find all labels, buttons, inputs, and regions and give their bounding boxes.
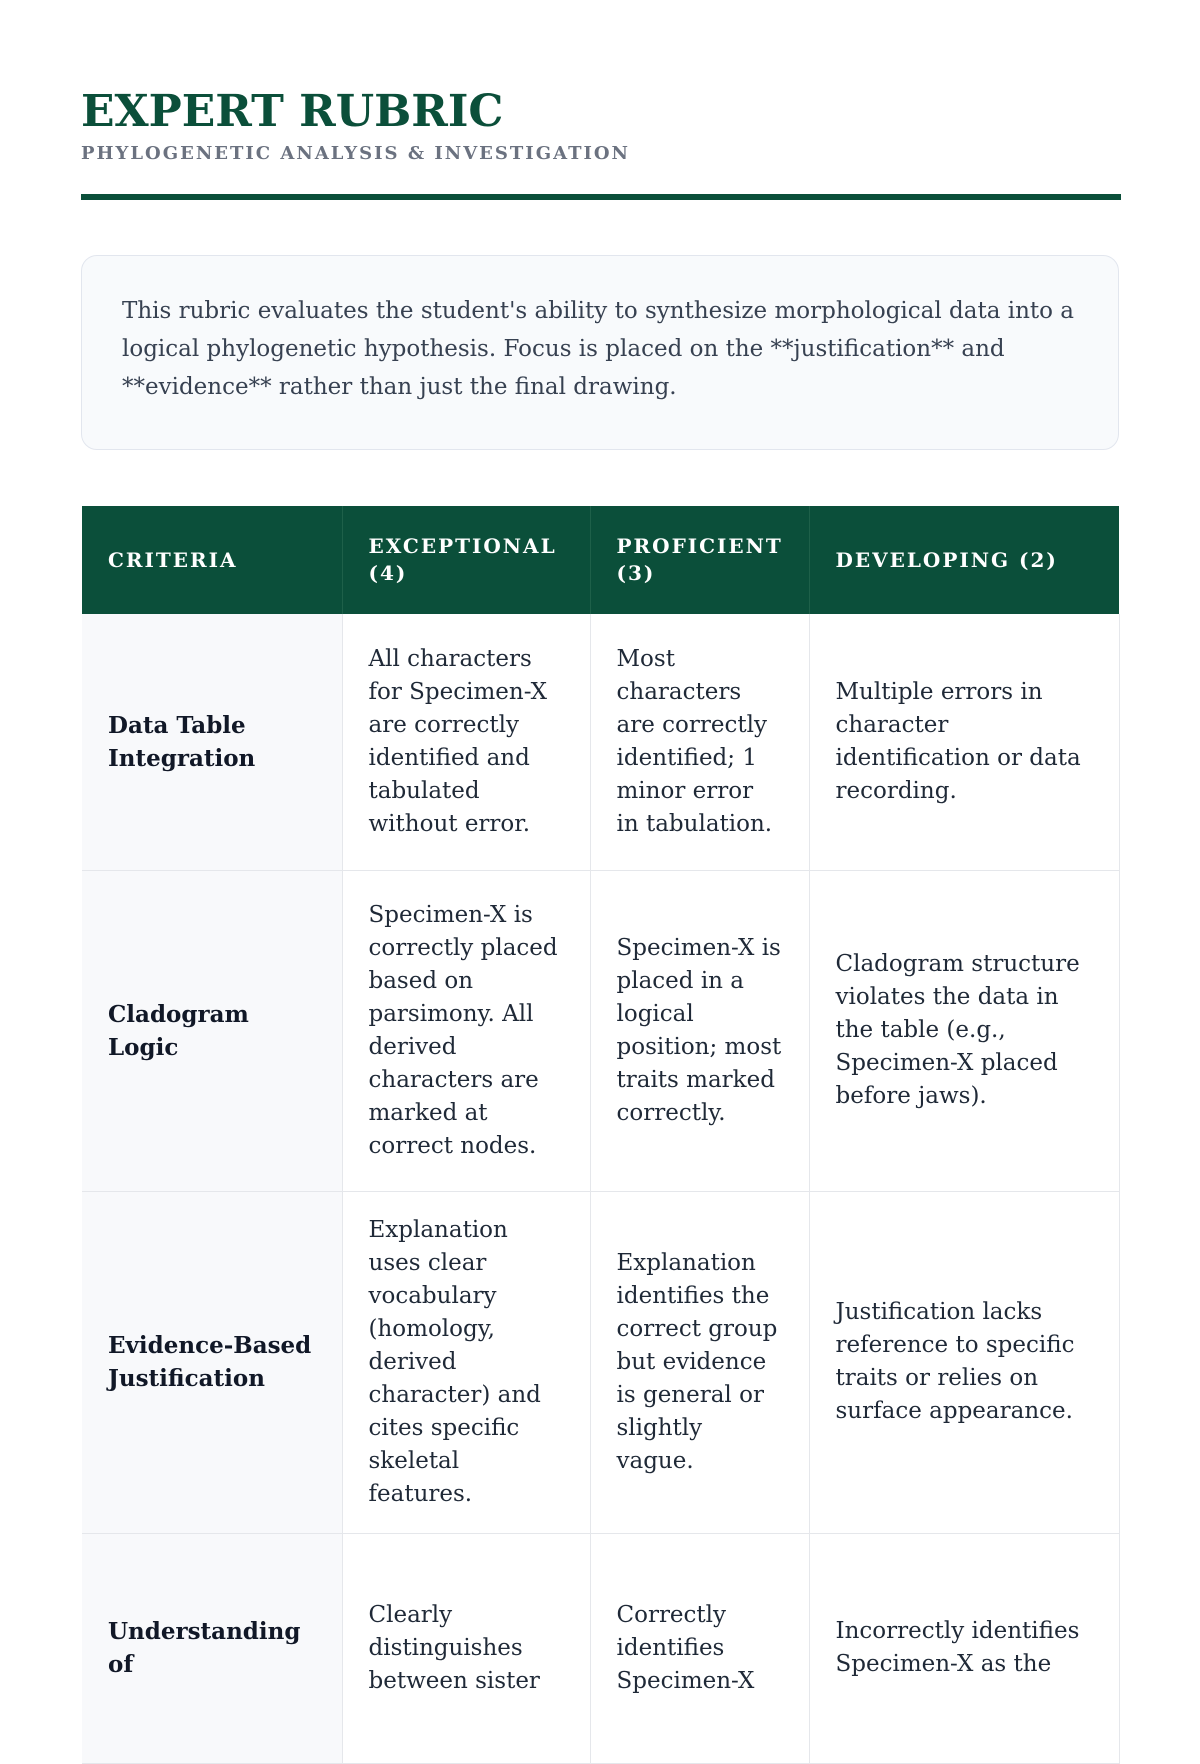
- column-header-proficient: PROFICIENT (3): [590, 506, 809, 614]
- table-row: [82, 1533, 1119, 1763]
- table-row: [82, 614, 1119, 870]
- criteria-cell: Understanding of: [82, 1533, 342, 1763]
- criteria-cell: Data Table Integration: [82, 614, 342, 870]
- rubric-table: [82, 506, 1120, 1764]
- header-divider: [81, 194, 1121, 200]
- developing-cell: Justification lacks reference to specific traits or relies on surface appearance.: [809, 1191, 1119, 1533]
- criteria-cell: Evidence-Based Justification: [82, 1191, 342, 1533]
- column-header-exceptional: EXCEPTIONAL (4): [342, 506, 590, 614]
- exceptional-cell: Specimen-X is correctly placed based on parsimony. All derived characters are marked at correct nodes.: [342, 870, 590, 1191]
- intro-text: This rubric evaluates the student's ability to synthesize morphological data into a logical phylogenetic hypothesis. Focus is placed on the **justification** and **evidence** rather than just the final drawing.: [122, 298, 1075, 400]
- page-title: EXPERT RUBRIC: [81, 86, 504, 137]
- column-header-developing: DEVELOPING (2): [809, 506, 1119, 614]
- developing-cell: Incorrectly identifies Specimen-X as the: [809, 1533, 1119, 1763]
- table-row: [82, 870, 1119, 1191]
- intro-box: [81, 255, 1119, 450]
- developing-cell: Multiple errors in character identification or data recording.: [809, 614, 1119, 870]
- criteria-cell: Cladogram Logic: [82, 870, 342, 1191]
- exceptional-cell: Explanation uses clear vocabulary (homology, derived character) and cites specific skeletal features.: [342, 1191, 590, 1533]
- proficient-cell: Specimen-X is placed in a logical position; most traits marked correctly.: [590, 870, 809, 1191]
- proficient-cell: Correctly identifies Specimen-X: [590, 1533, 809, 1763]
- column-header-criteria: CRITERIA: [82, 506, 342, 614]
- exceptional-cell: Clearly distinguishes between sister: [342, 1533, 590, 1763]
- rubric-table-container: [82, 506, 1119, 1694]
- proficient-cell: Explanation identifies the correct group but evidence is general or slightly vague.: [590, 1191, 809, 1533]
- developing-cell: Cladogram structure violates the data in the table (e.g., Specimen-X placed before jaws).: [809, 870, 1119, 1191]
- proficient-cell: Most characters are correctly identified; 1 minor error in tabulation.: [590, 614, 809, 870]
- table-row: [82, 1191, 1119, 1533]
- exceptional-cell: All characters for Specimen-X are correctly identified and tabulated without error.: [342, 614, 590, 870]
- page-subtitle: PHYLOGENETIC ANALYSIS & INVESTIGATION: [81, 143, 631, 164]
- table-header-row: [82, 506, 1119, 614]
